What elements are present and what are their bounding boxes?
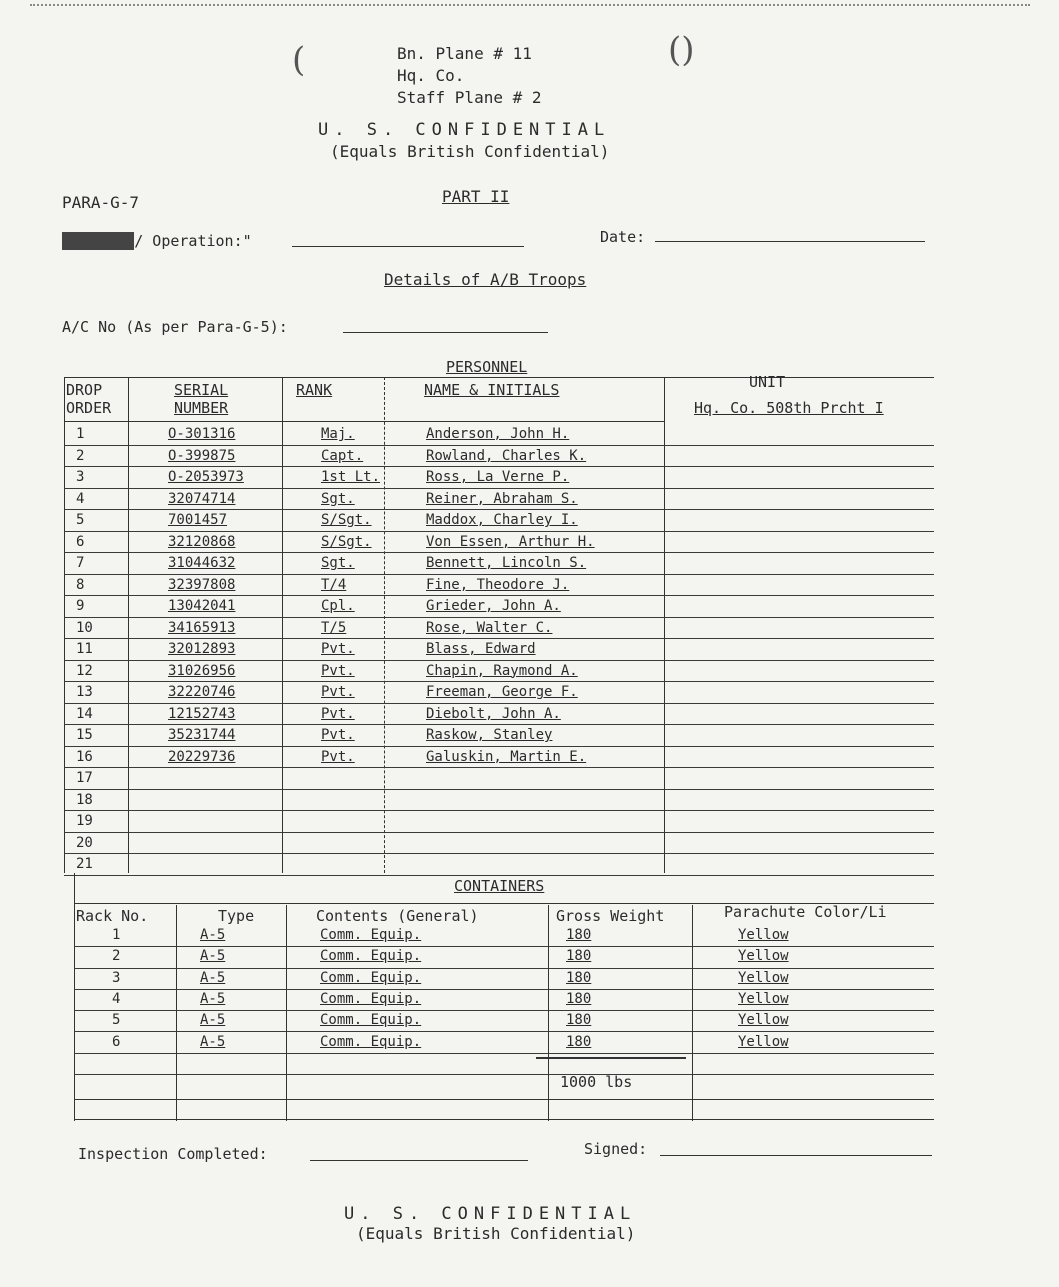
header-rank: RANK	[296, 381, 333, 399]
table-row	[74, 946, 934, 968]
drop-order-cell: 14	[76, 705, 93, 722]
serial-cell: 13042041	[168, 598, 236, 614]
rank-cell: Sgt.	[321, 490, 355, 507]
table-row	[74, 989, 934, 1011]
name-cell: Bennett, Lincoln S.	[426, 555, 587, 571]
drop-order-cell: 21	[76, 856, 93, 872]
table-row	[64, 832, 934, 855]
rank-cell: Cpl.	[321, 598, 355, 614]
form-code: PARA-G-7	[62, 193, 140, 212]
weight-cell: 180	[566, 990, 592, 1007]
serial-cell: 35231744	[168, 727, 236, 743]
table-row	[64, 531, 934, 554]
rack-cell: 2	[112, 948, 121, 965]
type-cell: A-5	[200, 990, 226, 1007]
table-bottom-line	[74, 1099, 934, 1100]
type-cell: A-5	[200, 969, 226, 986]
rank-cell: T/5	[321, 619, 347, 636]
drop-order-cell: 7	[76, 555, 85, 571]
serial-cell: O-399875	[168, 447, 236, 464]
contents-cell: Comm. Equip.	[320, 927, 422, 943]
table-top-line	[64, 377, 934, 378]
classification-note-top: (Equals British Confidential)	[330, 142, 610, 161]
scan-edge	[30, 4, 1030, 6]
rack-cell: 4	[112, 990, 121, 1007]
header-parachute-color: Parachute Color/Li	[724, 903, 887, 921]
drop-order-cell: 20	[76, 834, 93, 851]
rack-cell: 3	[112, 969, 121, 986]
color-cell: Yellow	[738, 1012, 789, 1029]
weight-cell: 180	[566, 1012, 592, 1029]
drop-order-cell: 12	[76, 662, 93, 679]
type-cell: A-5	[200, 1033, 226, 1050]
containers-table	[74, 873, 934, 1121]
color-cell: Yellow	[738, 948, 789, 965]
drop-order-cell: 1	[76, 426, 85, 442]
operation-label-text: / Operation:"	[134, 232, 252, 250]
drop-order-cell: 19	[76, 813, 93, 829]
table-row	[64, 746, 934, 769]
serial-cell: 32397808	[168, 576, 236, 593]
rank-cell: Pvt.	[321, 684, 355, 700]
date-field[interactable]	[655, 241, 925, 242]
rank-cell: Maj.	[321, 426, 355, 442]
drop-order-cell: 3	[76, 469, 85, 485]
rank-cell: Pvt.	[321, 705, 355, 722]
table-row	[64, 552, 934, 575]
name-cell: Von Essen, Arthur H.	[426, 533, 595, 550]
signed-label: Signed:	[584, 1140, 648, 1158]
details-title: Details of A/B Troops	[384, 270, 587, 289]
table-row	[74, 1032, 934, 1054]
contents-cell: Comm. Equip.	[320, 1012, 422, 1029]
drop-order-cell: 15	[76, 727, 93, 743]
table-row	[64, 488, 934, 511]
date-label: Date:	[600, 228, 646, 246]
classification-top: U. S. CONFIDENTIAL	[318, 120, 611, 140]
contents-cell: Comm. Equip.	[320, 1033, 422, 1050]
drop-order-cell: 5	[76, 512, 85, 528]
rank-cell: Capt.	[321, 447, 364, 464]
personnel-title: PERSONNEL	[446, 358, 528, 376]
header-unit: UNIT	[749, 373, 786, 391]
operation-field[interactable]	[292, 246, 524, 247]
name-cell: Rowland, Charles K.	[426, 447, 587, 464]
table-row	[64, 767, 934, 790]
rack-cell: 1	[112, 927, 121, 943]
serial-cell: 32074714	[168, 490, 236, 507]
header-name: NAME & INITIALS	[424, 381, 560, 399]
serial-cell: 20229736	[168, 748, 236, 765]
name-cell: Freeman, George F.	[426, 684, 578, 700]
name-cell: Reiner, Abraham S.	[426, 490, 578, 507]
name-cell: Ross, La Verne P.	[426, 469, 570, 485]
name-cell: Diebolt, John A.	[426, 705, 561, 722]
serial-cell: 34165913	[168, 619, 236, 636]
header-gross-weight: Gross Weight	[556, 907, 665, 925]
name-cell: Rose, Walter C.	[426, 619, 553, 636]
punch-mark-right: ()	[668, 30, 695, 70]
table-row	[64, 681, 934, 704]
table-bottom-line	[74, 1119, 934, 1120]
drop-order-cell: 13	[76, 684, 93, 700]
weight-cell: 180	[566, 948, 592, 965]
rank-cell: 1st Lt.	[321, 469, 381, 485]
inspection-label: Inspection Completed:	[78, 1145, 268, 1163]
table-row	[64, 574, 934, 597]
serial-cell: 7001457	[168, 512, 228, 528]
header-underline	[64, 421, 664, 422]
table-row	[64, 617, 934, 640]
containers-title: CONTAINERS	[454, 877, 545, 895]
type-cell: A-5	[200, 1012, 226, 1029]
name-cell: Anderson, John H.	[426, 426, 570, 442]
weight-cell: 180	[566, 1033, 592, 1050]
drop-order-cell: 18	[76, 791, 93, 808]
rank-cell: S/Sgt.	[321, 533, 372, 550]
rack-cell: 6	[112, 1033, 121, 1050]
header-serial: SERIAL NUMBER	[174, 381, 229, 417]
part-title: PART II	[442, 187, 510, 206]
drop-order-cell: 9	[76, 598, 85, 614]
drop-order-cell: 2	[76, 447, 85, 464]
drop-order-cell: 16	[76, 748, 93, 765]
punch-mark-left: (	[292, 40, 306, 80]
plane-number: Bn. Plane # 11	[397, 44, 532, 63]
table-row	[64, 638, 934, 661]
table-row	[64, 445, 934, 468]
operation-label	[62, 232, 252, 250]
serial-cell: O-2053973	[168, 469, 244, 485]
drop-order-cell: 17	[76, 770, 93, 786]
staff-plane: Staff Plane # 2	[397, 88, 542, 107]
rank-cell: Sgt.	[321, 555, 355, 571]
header-drop-order: DROP ORDER	[66, 381, 112, 417]
contents-cell: Comm. Equip.	[320, 969, 422, 986]
type-cell: A-5	[200, 927, 226, 943]
table-row	[64, 789, 934, 812]
table-row	[64, 595, 934, 618]
header-contents: Contents (General)	[316, 907, 479, 925]
serial-cell: 31044632	[168, 555, 236, 571]
table-row	[64, 509, 934, 532]
header-type: Type	[218, 907, 255, 925]
table-row	[64, 423, 934, 446]
personnel-table	[64, 373, 934, 873]
header-rack: Rack No.	[76, 907, 149, 925]
rank-cell: Pvt.	[321, 727, 355, 743]
rack-cell: 5	[112, 1012, 121, 1029]
ac-number-label: A/C No (As per Para-G-5):	[62, 318, 288, 336]
type-cell: A-5	[200, 948, 226, 965]
operation-struck-text: XXXXXXXX	[62, 232, 135, 250]
weight-cell: 180	[566, 927, 592, 943]
serial-cell: 32012893	[168, 641, 236, 657]
unit-value: Hq. Co. 508th Prcht I	[694, 399, 884, 417]
serial-cell: O-301316	[168, 426, 236, 442]
drop-order-cell: 4	[76, 490, 85, 507]
color-cell: Yellow	[738, 969, 789, 986]
rank-cell: Pvt.	[321, 662, 355, 679]
table-row	[74, 968, 934, 990]
table-row	[64, 810, 934, 833]
drop-order-cell: 10	[76, 619, 93, 636]
table-row	[74, 925, 934, 947]
name-cell: Chapin, Raymond A.	[426, 662, 578, 679]
name-cell: Grieder, John A.	[426, 598, 561, 614]
table-row	[64, 660, 934, 683]
company: Hq. Co.	[397, 66, 465, 85]
rank-cell: T/4	[321, 576, 347, 593]
name-cell: Maddox, Charley I.	[426, 512, 578, 528]
serial-cell: 12152743	[168, 705, 236, 722]
color-cell: Yellow	[738, 927, 789, 943]
total-weight: 1000 lbs	[560, 1073, 633, 1091]
total-line	[536, 1057, 686, 1059]
ac-number-field[interactable]	[343, 332, 548, 333]
serial-cell: 32220746	[168, 684, 236, 700]
rank-cell: S/Sgt.	[321, 512, 372, 528]
drop-order-cell: 11	[76, 641, 93, 657]
table-row	[64, 724, 934, 747]
serial-cell: 32120868	[168, 533, 236, 550]
table-row	[74, 1010, 934, 1032]
classification-note-bottom: (Equals British Confidential)	[356, 1224, 636, 1243]
contents-cell: Comm. Equip.	[320, 948, 422, 965]
serial-cell: 31026956	[168, 662, 236, 679]
table-row	[64, 466, 934, 489]
name-cell: Raskow, Stanley	[426, 727, 553, 743]
drop-order-cell: 8	[76, 576, 85, 593]
rank-cell: Pvt.	[321, 641, 355, 657]
name-cell: Galuskin, Martin E.	[426, 748, 587, 765]
signature-field[interactable]	[660, 1155, 932, 1156]
name-cell: Blass, Edward	[426, 641, 536, 657]
weight-cell: 180	[566, 969, 592, 986]
color-cell: Yellow	[738, 990, 789, 1007]
classification-bottom: U. S. CONFIDENTIAL	[344, 1204, 637, 1224]
drop-order-cell: 6	[76, 533, 85, 550]
table-row	[74, 1053, 934, 1075]
contents-cell: Comm. Equip.	[320, 990, 422, 1007]
color-cell: Yellow	[738, 1033, 789, 1050]
inspection-field[interactable]	[310, 1160, 528, 1161]
rank-cell: Pvt.	[321, 748, 355, 765]
table-row	[64, 703, 934, 726]
name-cell: Fine, Theodore J.	[426, 576, 570, 593]
